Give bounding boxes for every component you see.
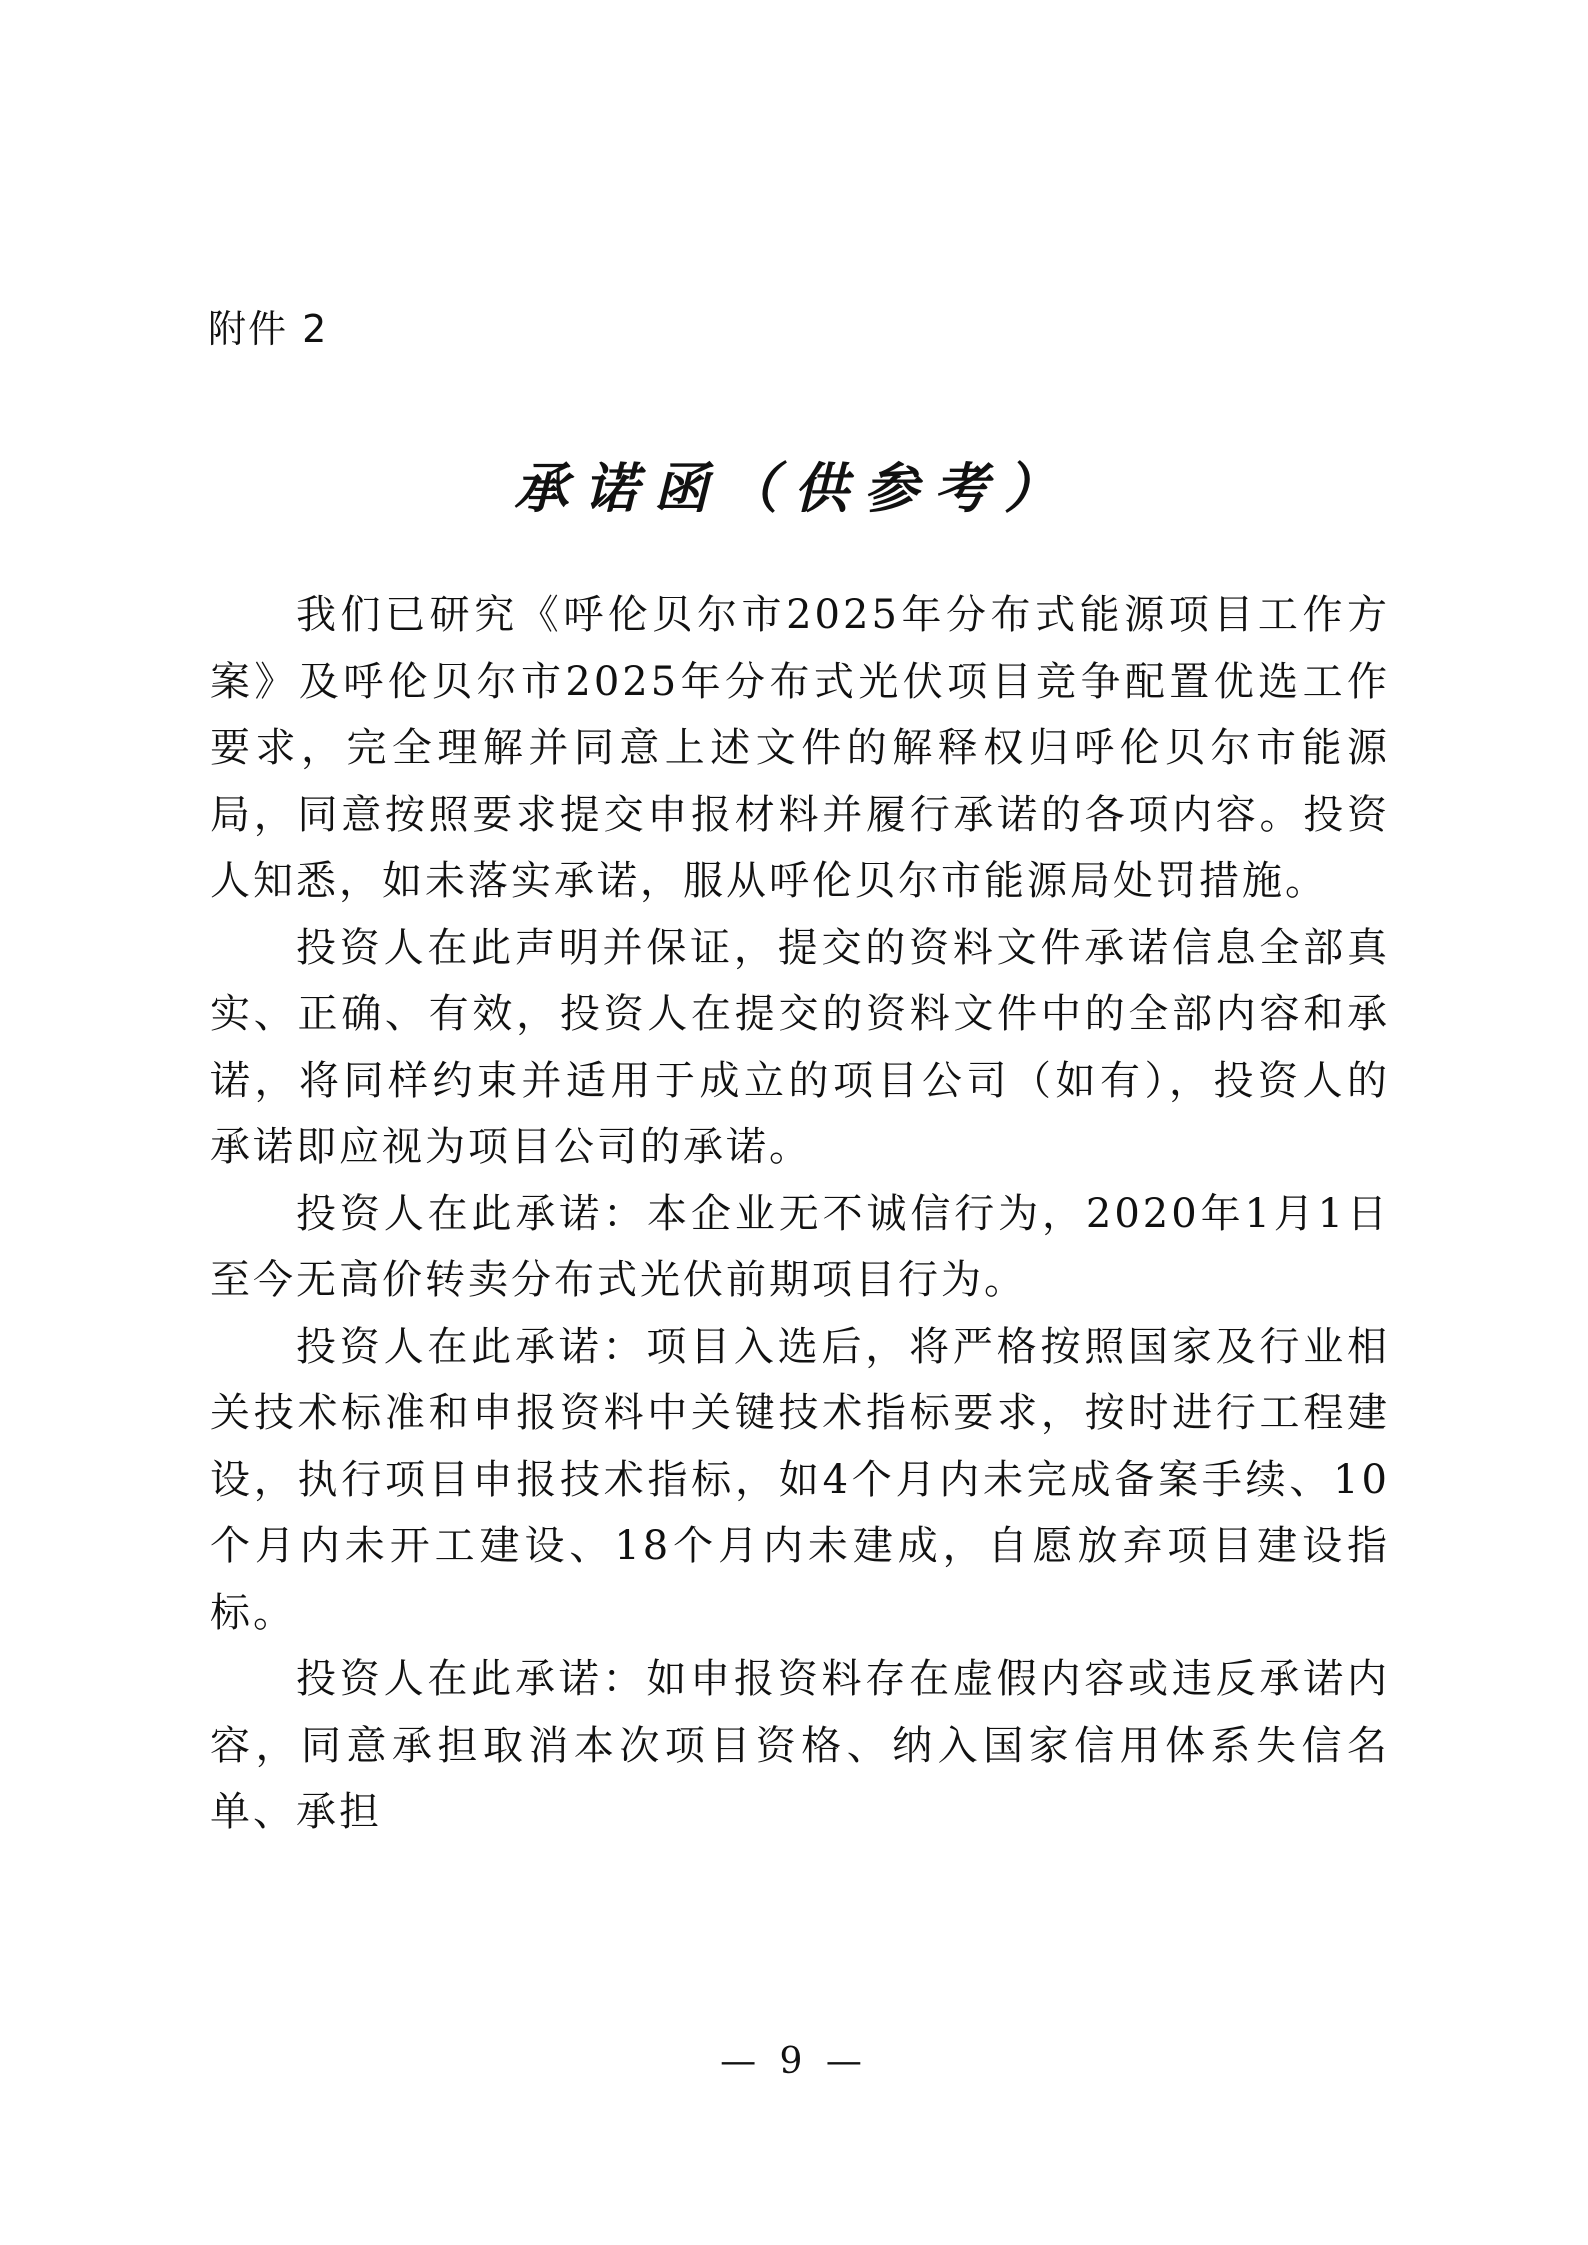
paragraph-3: 投资人在此承诺：本企业无不诚信行为，2020年1月1日至今无高价转卖分布式光伏前期项目行为。: [210, 1190, 1390, 1303]
paragraph-5: 投资人在此承诺：如申报资料存在虚假内容或违反承诺内容，同意承担取消本次项目资格、纳入国家信用体系失信名单、承担: [210, 1656, 1390, 1835]
paragraph-1: 我们已研究《呼伦贝尔市2025年分布式能源项目工作方案》及呼伦贝尔市2025年分布式光伏项目竞争配置优选工作要求，完全理解并同意上述文件的解释权归呼伦贝尔市能源局，同意按照要求提交申报材料并履行承诺的各项内容。投资人知悉，如未落实承诺，服从呼伦贝尔市能源局处罚措施。: [210, 592, 1390, 904]
page-number: — 9 —: [720, 2041, 868, 2082]
paragraph-4: 投资人在此承诺：项目入选后，将严格按照国家及行业相关技术标准和申报资料中关键技术指标要求，按时进行工程建设，执行项目申报技术指标，如4个月内未完成备案手续、10个月内未开工建设、18个月内未建成，自愿放弃项目建设指标。: [210, 1323, 1390, 1636]
paragraph-2: 投资人在此声明并保证，提交的资料文件承诺信息全部真实、正确、有效，投资人在提交的资料文件中的全部内容和承诺，将同样约束并适用于成立的项目公司（如有），投资人的承诺即应视为项目公司的承诺。: [210, 924, 1390, 1170]
document-body: [210, 582, 1390, 1846]
document-title: 承诺函（供参考）: [514, 456, 1074, 520]
attachment-label: 附件 2: [208, 307, 329, 351]
